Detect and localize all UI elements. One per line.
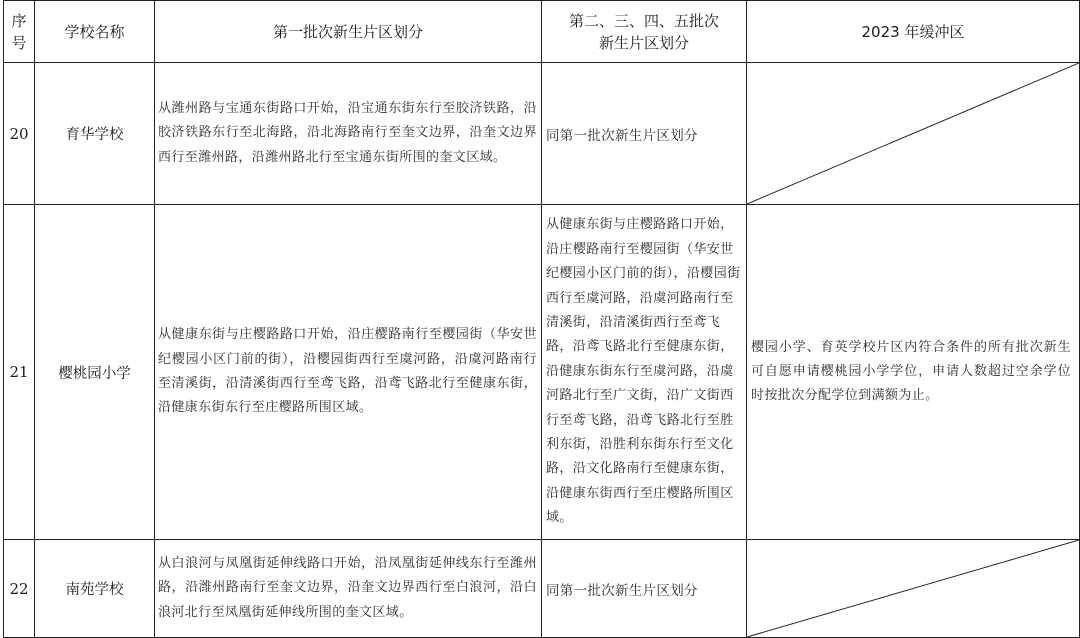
header-first-batch: 第一批次新生片区划分 (155, 1, 542, 63)
admission-zone-table (3, 0, 1080, 638)
table-header-row (4, 1, 1080, 63)
diagonal-line (747, 63, 1079, 204)
diagonal-line (747, 540, 1079, 637)
table-row (4, 540, 1080, 638)
school-name: 育华学校 (35, 63, 155, 205)
other-batches-zone: 从健康东街与庄樱路路口开始，沿庄樱路南行至樱园街（华安世纪樱园小区门前的街），沿樱园街西行至虞河路，沿虞河路南行至清溪街，沿清溪街西行至鸢飞路，沿鸢飞路北行至健康东街，沿健康东街东行至虞河路，沿虞河路北行至广文街，沿广文街西行至鸢飞路，沿鸢飞路北行至胜利东街，沿胜利东街东行至文化路，沿文化路南行至健康东街，沿健康东街西行至庄樱路所围区域。 (542, 205, 747, 540)
first-batch-zone: 从白浪河与凤凰街延伸线路口开始，沿凤凰街延伸线东行至潍州路，沿潍州路南行至奎文边界，沿奎文边界西行至白浪河，沿白浪河北行至凤凰街延伸线所围的奎文区域。 (155, 540, 542, 638)
header-buffer-zone: 2023 年缓冲区 (747, 1, 1080, 63)
header-other-batches: 第二、三、四、五批次新生片区划分 (542, 1, 747, 63)
other-batches-zone: 同第一批次新生片区划分 (542, 63, 747, 205)
first-batch-zone: 从潍州路与宝通东街路口开始，沿宝通东街东行至胶济铁路，沿胶济铁路东行至北海路，沿北海路南行至奎文边界，沿奎文边界西行至潍州路，沿潍州路北行至宝通东街所围的奎文区域。 (155, 63, 542, 205)
row-index: 20 (4, 63, 35, 205)
buffer-zone-empty-cell (747, 540, 1080, 638)
row-index: 22 (4, 540, 35, 638)
school-name: 南苑学校 (35, 540, 155, 638)
header-school-name: 学校名称 (35, 1, 155, 63)
school-name: 樱桃园小学 (35, 205, 155, 540)
table-row (4, 63, 1080, 205)
first-batch-zone: 从健康东街与庄樱路路口开始，沿庄樱路南行至樱园街（华安世纪樱园小区门前的街），沿樱园街西行至虞河路，沿虞河路南行至清溪街，沿清溪街西行至鸢飞路，沿鸢飞路北行至健康东街，沿健康东街东行至庄樱路所围区域。 (155, 205, 542, 540)
other-batches-zone: 同第一批次新生片区划分 (542, 540, 747, 638)
row-index: 21 (4, 205, 35, 540)
table-row (4, 205, 1080, 540)
buffer-zone-empty-cell (747, 63, 1080, 205)
header-index: 序号 (4, 1, 35, 63)
buffer-zone-description: 樱园小学、育英学校片区内符合条件的所有批次新生可自愿申请樱桃园小学学位，申请人数超过空余学位时按批次分配学位到满额为止。 (747, 205, 1080, 540)
